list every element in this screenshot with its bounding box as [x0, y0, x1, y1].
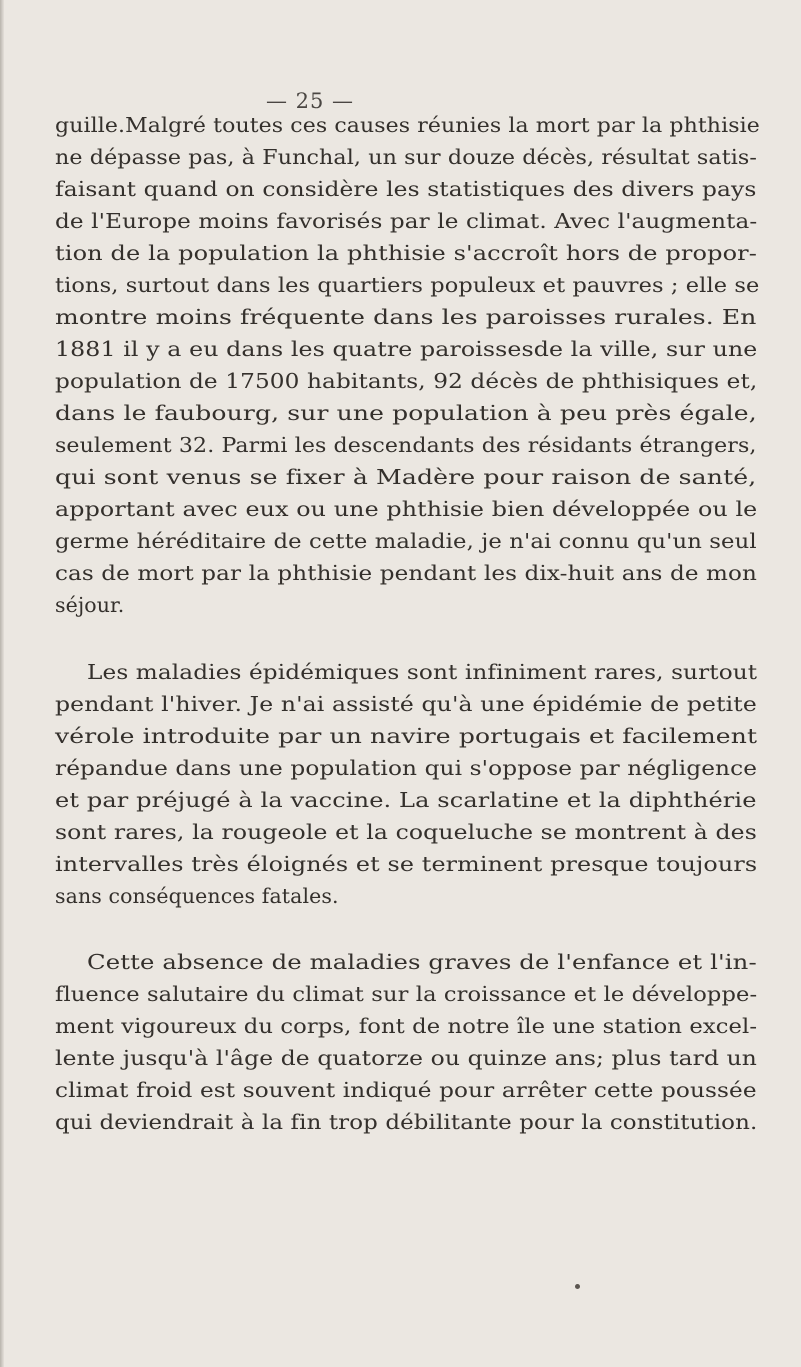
text-line: climat froid est souvent indiqué pour arrêter cette poussée — [55, 1078, 757, 1102]
text-line: sans conséquences fatales. — [55, 884, 339, 908]
text-line: cas de mort par la phthisie pendant les dix-huit ans de mon — [55, 561, 757, 585]
text-line: intervalles très éloignés et se terminent presque toujours — [55, 852, 758, 876]
text-line: qui deviendrait à la fin trop débilitante pour la constitution. — [55, 1110, 758, 1134]
text-line: guille.Malgré toutes ces causes réunies la mort par la phthisie — [55, 113, 760, 137]
text-line: de l'Europe moins favorisés par le climat. Avec l'augmenta- — [55, 209, 758, 233]
text-line: Cette absence de maladies graves de l'enfance et l'in- — [87, 950, 757, 974]
text-line: apportant avec eux ou une phthisie bien développée ou le — [55, 497, 758, 521]
text-line: pendant l'hiver. Je n'ai assisté qu'à une épidémie de petite — [55, 692, 757, 716]
text-line: sont rares, la rougeole et la coqueluche se montrent à des — [55, 820, 757, 844]
text-line: montre moins fréquente dans les paroisses rurales. En — [55, 305, 757, 329]
text-line: tions, surtout dans les quartiers populeux et pauvres ; elle se — [55, 273, 760, 297]
ink-speck — [575, 1284, 580, 1289]
text-line: Les maladies épidémiques sont infiniment rares, surtout — [87, 660, 758, 684]
text-line: tion de la population la phthisie s'accroît hors de propor- — [55, 241, 757, 265]
text-line: séjour. — [55, 593, 125, 617]
text-line: répandue dans une population qui s'oppose par négligence — [55, 756, 758, 780]
text-line: 1881 il y a eu dans les quatre paroissesde la ville, sur une — [55, 337, 758, 361]
text-line: ment vigoureux du corps, font de notre île une station excel- — [55, 1014, 758, 1038]
page-number: — 25 — — [265, 89, 355, 113]
text-line: ne dépasse pas, à Funchal, un sur douze décès, résultat satis- — [55, 145, 758, 169]
text-line: lente jusqu'à l'âge de quatorze ou quinze ans; plus tard un — [55, 1046, 757, 1070]
text-line: et par préjugé à la vaccine. La scarlatine et la diphthérie — [55, 788, 757, 812]
text-line: population de 17500 habitants, 92 décès de phthisiques et, — [55, 369, 758, 393]
text-line: germe héréditaire de cette maladie, je n'ai connu qu'un seul — [55, 529, 757, 553]
text-line: faisant quand on considère les statistiques des divers pays — [55, 177, 757, 201]
text-line: qui sont venus se fixer à Madère pour raison de santé, — [55, 465, 757, 489]
text-line: fluence salutaire du climat sur la croissance et le développe- — [55, 982, 758, 1006]
text-line: seulement 32. Parmi les descendants des résidants étrangers, — [55, 433, 757, 457]
text-line: vérole introduite par un navire portugais et facilement — [55, 724, 758, 748]
text-line: dans le faubourg, sur une population à peu près égale, — [55, 401, 757, 425]
